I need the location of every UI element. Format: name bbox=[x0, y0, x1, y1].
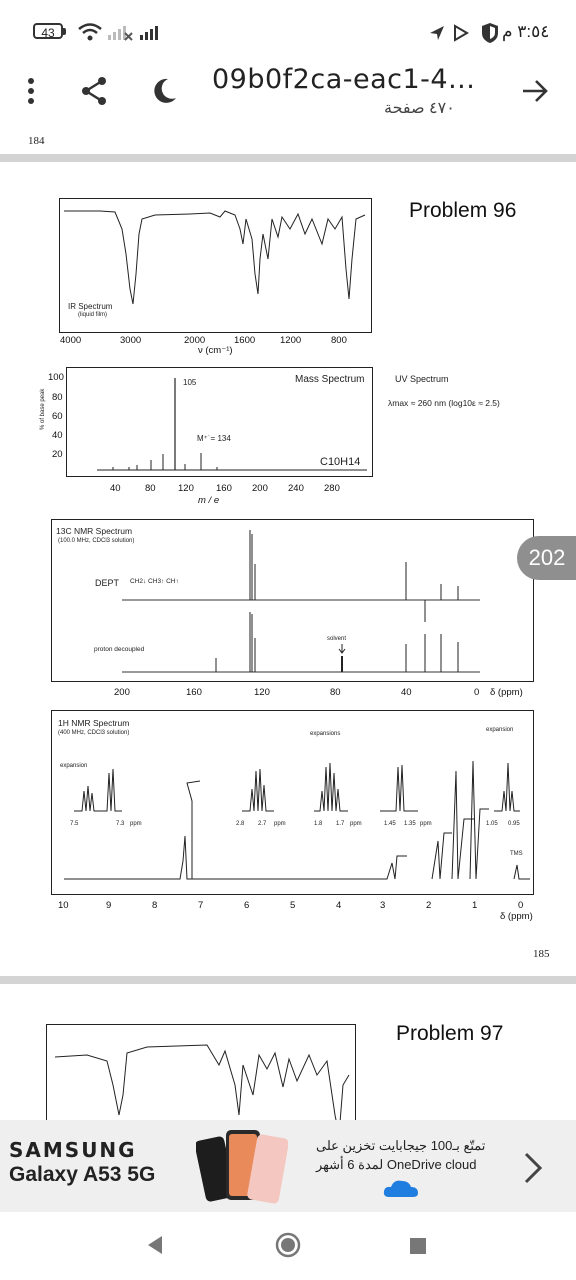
c13-nmr-frame bbox=[51, 519, 534, 682]
mass-x-tick: 160 bbox=[216, 483, 232, 494]
recents-nav-icon[interactable] bbox=[408, 1236, 428, 1256]
problem-title: Problem 96 bbox=[409, 199, 517, 222]
battery-tip bbox=[63, 28, 66, 35]
uv-label: UV Spectrum bbox=[395, 374, 449, 384]
wifi-icon bbox=[77, 22, 103, 42]
share-icon[interactable] bbox=[80, 76, 108, 106]
onedrive-cloud-icon bbox=[381, 1175, 421, 1201]
c13-x-tick: 40 bbox=[401, 687, 412, 698]
page-number: 185 bbox=[533, 948, 550, 960]
inset-tick: 1.45 bbox=[384, 821, 396, 827]
mass-y-tick: 20 bbox=[52, 449, 63, 460]
ir-x-tick: 800 bbox=[331, 335, 347, 346]
page-number: 184 bbox=[28, 135, 45, 147]
c13-x-unit: δ (ppm) bbox=[490, 687, 523, 698]
c13-sublabel: (100.0 MHz, CDCl3 solution) bbox=[58, 538, 135, 544]
mass-x-tick: 80 bbox=[145, 483, 156, 494]
document-title: 09b0f2ca-eac1-4... bbox=[212, 64, 476, 95]
ir-x-tick: 2000 bbox=[184, 335, 206, 346]
ir-x-tick: 4000 bbox=[60, 335, 82, 346]
page-count: ٤٧٠ صفحة bbox=[384, 100, 455, 117]
c13-x-tick: 80 bbox=[330, 687, 341, 698]
play-icon bbox=[452, 24, 470, 42]
signal-icon bbox=[138, 22, 164, 42]
shield-icon bbox=[480, 22, 500, 44]
mass-y-tick: 40 bbox=[52, 430, 63, 441]
inset-tick: ppm bbox=[420, 821, 432, 827]
mass-x-tick: 40 bbox=[110, 483, 121, 494]
ir-spectrum-frame bbox=[59, 198, 372, 333]
ir-x-tick: 3000 bbox=[120, 335, 142, 346]
mass-x-tick: 280 bbox=[324, 483, 340, 494]
navigation-arrow-icon bbox=[428, 24, 446, 42]
mass-x-tick: 120 bbox=[178, 483, 194, 494]
page-separator bbox=[0, 154, 576, 162]
ad-text-line1: تمتّع بـ100 جيجابايت تخزين على bbox=[316, 1138, 486, 1153]
ad-model: Galaxy A53 5G bbox=[9, 1163, 156, 1186]
h1-x-tick: 1 bbox=[472, 900, 478, 911]
inset-tick: 1.35 bbox=[404, 821, 416, 827]
molecular-formula: C10H14 bbox=[320, 456, 361, 468]
mass-label: Mass Spectrum bbox=[295, 374, 365, 385]
c13-x-axis bbox=[110, 687, 550, 701]
ad-brand: SAMSUNG bbox=[9, 1138, 137, 1162]
ir-sublabel: (liquid film) bbox=[78, 312, 108, 318]
solvent-label: solvent bbox=[327, 636, 347, 642]
tms-label: TMS bbox=[510, 851, 523, 857]
inset-tick: 0.95 bbox=[508, 821, 520, 827]
mass-y-tick: 60 bbox=[52, 411, 63, 422]
ir-label: IR Spectrum bbox=[68, 302, 113, 311]
c13-x-tick: 0 bbox=[474, 687, 480, 698]
inset-tick: 1.7 bbox=[336, 821, 345, 827]
page-separator bbox=[0, 976, 576, 984]
ir-x-label: ν (cm⁻¹) bbox=[198, 345, 233, 356]
inset-tick: 7.5 bbox=[70, 821, 79, 827]
c13-x-tick: 160 bbox=[186, 687, 202, 698]
inset-tick: ppm bbox=[350, 821, 362, 827]
mass-x-label: m / e bbox=[198, 495, 220, 506]
h1-x-tick: 4 bbox=[336, 900, 342, 911]
uv-value: λmax ≈ 260 nm (log10ε ≈ 2.5) bbox=[388, 398, 500, 408]
expansion-right-label: expansion bbox=[486, 727, 514, 733]
clock: ٣:٥٤ م bbox=[502, 22, 550, 41]
h1-nmr-frame bbox=[51, 710, 534, 895]
status-bar bbox=[0, 0, 576, 62]
c13-nmr-trace bbox=[52, 520, 532, 680]
h1-x-tick: 6 bbox=[244, 900, 250, 911]
back-nav-icon[interactable] bbox=[144, 1234, 166, 1256]
chevron-right-icon[interactable] bbox=[522, 1150, 546, 1186]
expansion-left-label: expansion bbox=[60, 763, 88, 769]
inset-tick: 2.8 bbox=[236, 821, 245, 827]
battery-icon bbox=[33, 23, 63, 39]
document-viewer[interactable] bbox=[0, 130, 576, 1120]
ir-spectrum-trace bbox=[47, 1025, 355, 1120]
h1-x-tick: 8 bbox=[152, 900, 158, 911]
mass-spectrum-frame bbox=[66, 367, 373, 477]
dept-label: DEPT bbox=[95, 578, 120, 588]
signal-no-data-icon bbox=[106, 22, 134, 42]
ir-x-tick: 1600 bbox=[234, 335, 256, 346]
h1-sublabel: (400 MHz, CDCl3 solution) bbox=[58, 730, 130, 736]
h1-x-unit: δ (ppm) bbox=[500, 911, 533, 922]
mass-x-axis bbox=[102, 483, 362, 497]
mass-y-label: % of base peak bbox=[40, 388, 46, 430]
h1-x-tick: 0 bbox=[518, 900, 524, 911]
h1-x-tick: 5 bbox=[290, 900, 296, 911]
inset-tick: 7.3 bbox=[116, 821, 125, 827]
inset-tick: 2.7 bbox=[258, 821, 267, 827]
proton-decoupled-label: proton decoupled bbox=[94, 646, 145, 653]
problem-title: Problem 97 bbox=[396, 1022, 504, 1045]
inset-tick: 1.05 bbox=[486, 821, 498, 827]
mass-x-tick: 240 bbox=[288, 483, 304, 494]
more-options-icon[interactable] bbox=[24, 76, 38, 106]
current-page-badge[interactable]: 202 bbox=[517, 536, 576, 580]
c13-x-tick: 200 bbox=[114, 687, 130, 698]
h1-x-tick: 2 bbox=[426, 900, 432, 911]
mass-y-tick: 80 bbox=[52, 392, 63, 403]
expansions-label: expansions bbox=[310, 731, 341, 737]
home-nav-icon[interactable] bbox=[274, 1231, 302, 1259]
ir-x-tick: 1200 bbox=[280, 335, 302, 346]
c13-x-tick: 120 bbox=[254, 687, 270, 698]
h1-nmr-trace bbox=[52, 711, 532, 893]
mass-x-tick: 200 bbox=[252, 483, 268, 494]
h1-x-tick: 7 bbox=[198, 900, 204, 911]
h1-label: 1H NMR Spectrum bbox=[58, 718, 130, 728]
h1-x-axis bbox=[58, 900, 538, 914]
dept-legend: CH2↓ CH3↑ CH↑ bbox=[130, 578, 179, 585]
mass-y-tick: 100 bbox=[48, 372, 64, 383]
battery-level: 43 bbox=[41, 26, 55, 40]
c13-label: 13C NMR Spectrum bbox=[56, 526, 133, 536]
h1-x-tick: 3 bbox=[380, 900, 386, 911]
mass-base-peak-label: 105 bbox=[183, 378, 197, 387]
inset-tick: ppm bbox=[274, 821, 286, 827]
inset-tick: ppm bbox=[130, 821, 142, 827]
ir-spectrum-frame bbox=[46, 1024, 356, 1120]
forward-arrow-icon[interactable] bbox=[520, 78, 550, 104]
molecular-ion-label: M⁺˙= 134 bbox=[197, 434, 231, 443]
phone-image bbox=[196, 1124, 288, 1208]
h1-x-tick: 9 bbox=[106, 900, 112, 911]
night-mode-icon[interactable] bbox=[150, 76, 178, 106]
ad-text-line2: OneDrive cloud لمدة 6 أشهر bbox=[316, 1157, 477, 1172]
inset-tick: 1.8 bbox=[314, 821, 323, 827]
h1-x-tick: 10 bbox=[58, 900, 69, 911]
